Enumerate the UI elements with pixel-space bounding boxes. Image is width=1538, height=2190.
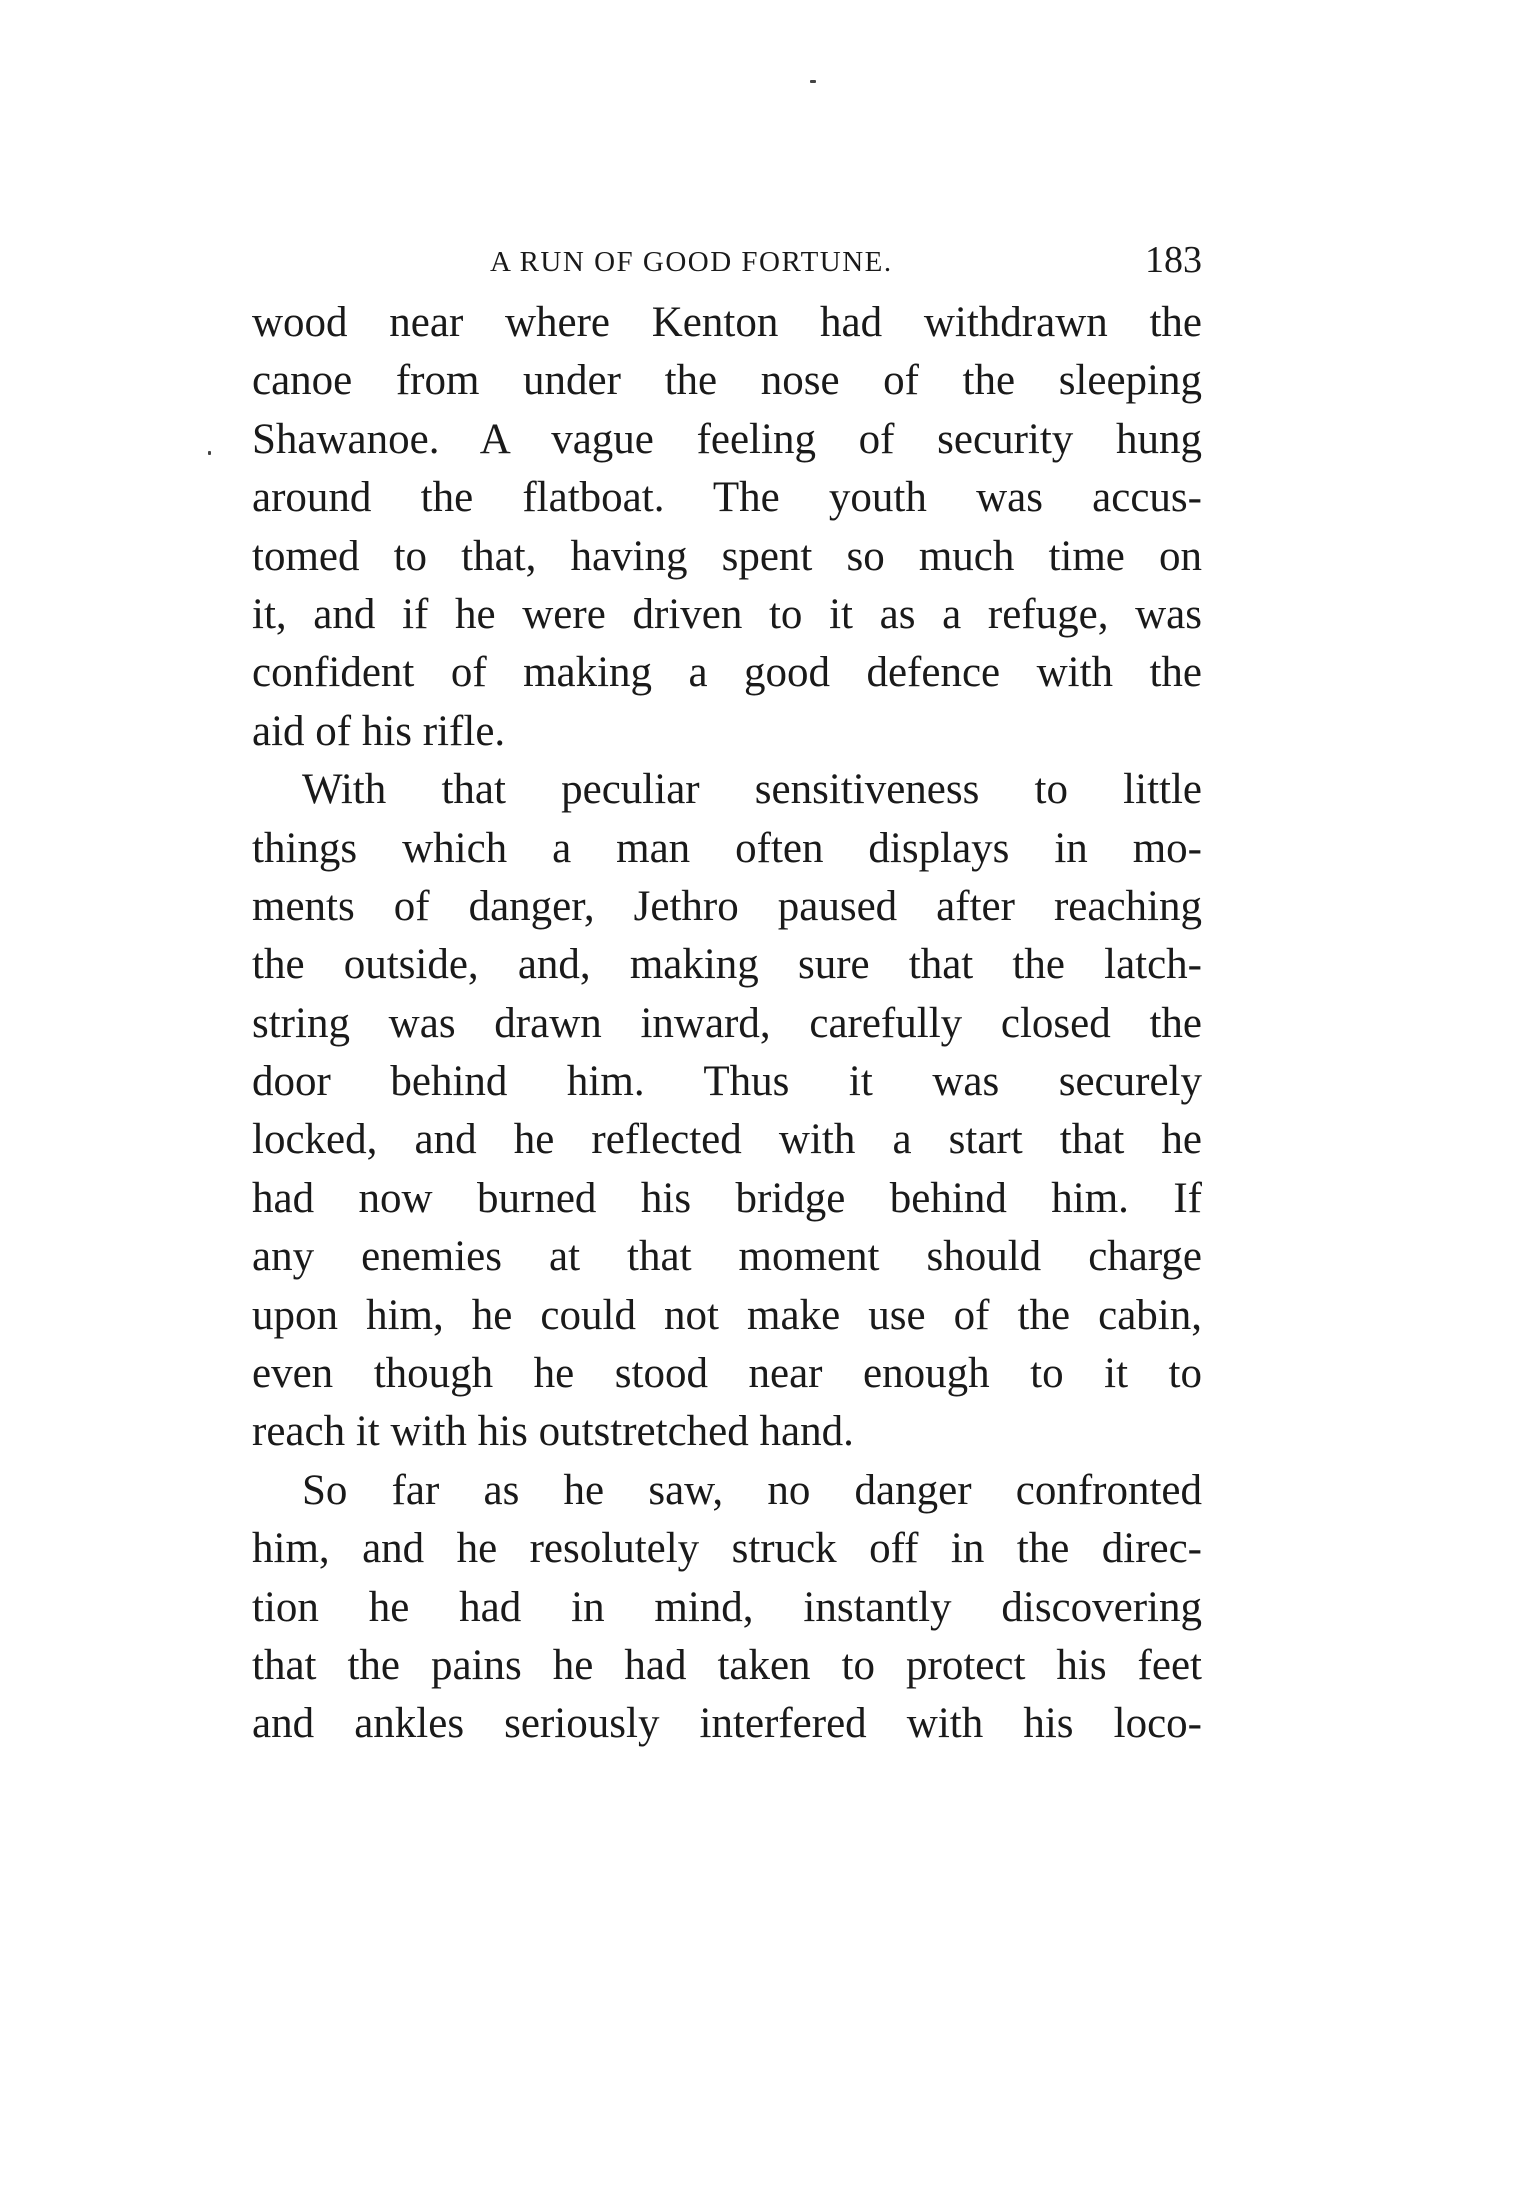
text-line: and ankles seriously interfered with his loco- [252, 1700, 1202, 1748]
text-line: tion he had in mind, instantly discovering [252, 1583, 1202, 1631]
text-line: ments of danger, Jethro paused after reaching [252, 882, 1202, 930]
text-line: upon him, he could not make use of the cabin, [252, 1291, 1202, 1339]
scan-speck [208, 451, 211, 455]
text-line: any enemies at that moment should charge [252, 1233, 1202, 1281]
text-line: So far as he saw, no danger confronted [302, 1466, 1202, 1514]
paragraph [252, 1462, 1202, 1754]
text-line: had now burned his bridge behind him. If [252, 1174, 1202, 1222]
text-line: string was drawn inward, carefully closed the [252, 999, 1202, 1047]
text-line: With that peculiar sensitiveness to little [302, 766, 1202, 814]
text-line: locked, and he reflected with a start that he [252, 1116, 1202, 1164]
paragraph [252, 294, 1202, 761]
text-line: Shawanoe. A vague feeling of security hung [252, 415, 1202, 463]
scan-speck [810, 80, 816, 83]
text-line: confident of making a good defence with the [252, 649, 1202, 697]
text-line: canoe from under the nose of the sleeping [252, 357, 1202, 405]
text-line: aid of his rifle. [252, 707, 506, 755]
page-number: 183 [1145, 239, 1202, 281]
text-line: tomed to that, having spent so much time on [252, 532, 1202, 580]
text-line: that the pains he had taken to protect his feet [252, 1641, 1202, 1689]
text-line: wood near where Kenton had withdrawn the [252, 299, 1202, 346]
text-line: door behind him. Thus it was securely [252, 1058, 1202, 1106]
running-head [252, 238, 1202, 288]
text-line: even though he stood near enough to it to [252, 1350, 1202, 1398]
running-title: A RUN OF GOOD FORTUNE. [490, 246, 893, 278]
paragraph [252, 761, 1202, 1462]
body-text [252, 294, 1202, 1754]
text-line: things which a man often displays in mo- [252, 824, 1202, 872]
text-line: around the flatboat. The youth was accus- [252, 474, 1202, 522]
text-line: him, and he resolutely struck off in the direc- [252, 1525, 1202, 1573]
text-line: the outside, and, making sure that the latch- [252, 941, 1202, 989]
text-line: reach it with his outstretched hand. [252, 1408, 854, 1456]
text-line: it, and if he were driven to it as a refuge, was [252, 590, 1202, 638]
